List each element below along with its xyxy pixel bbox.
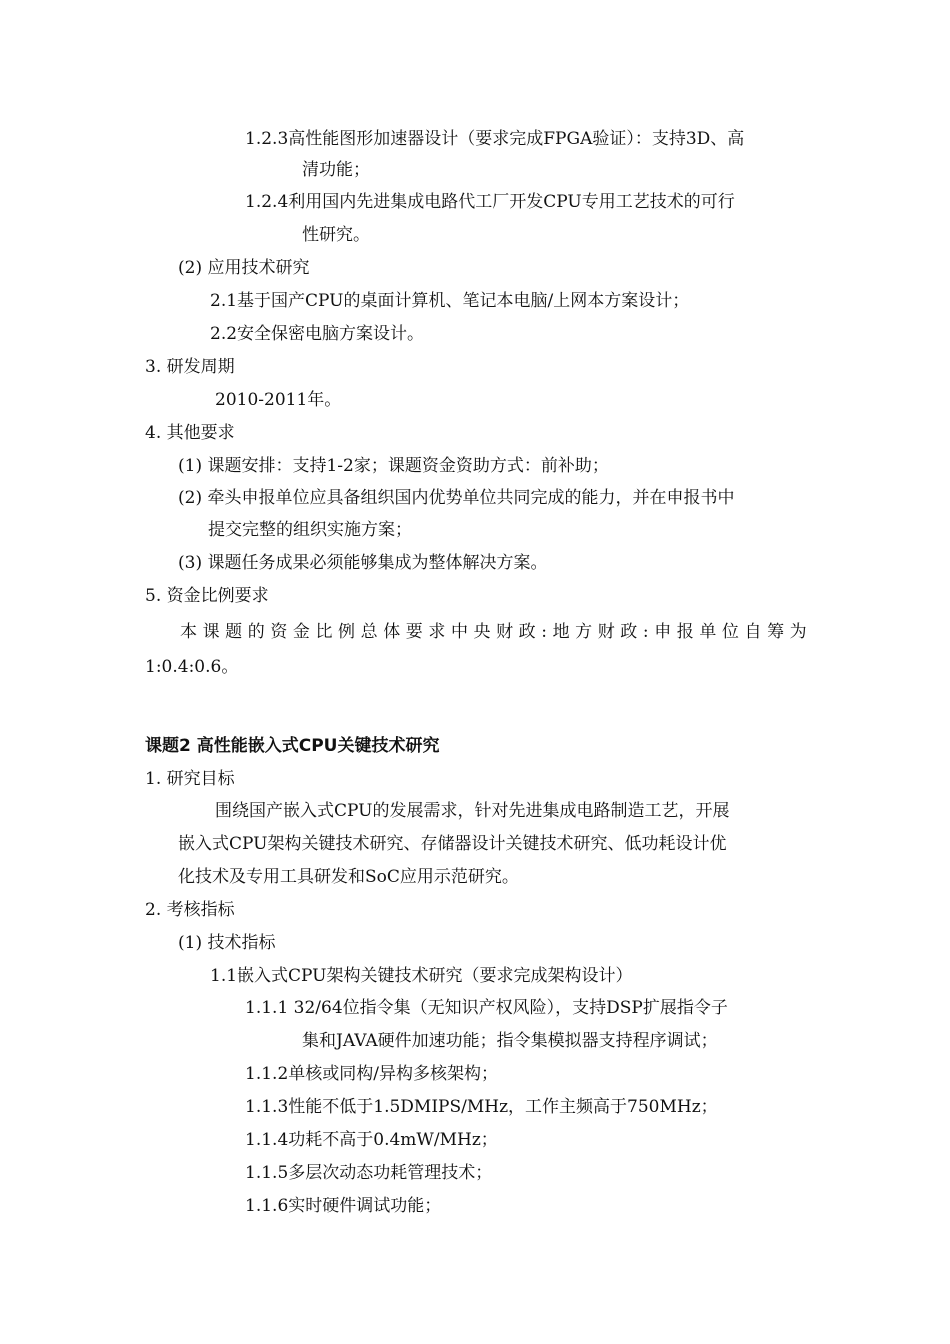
- funding-ratio-char: 课: [202, 622, 220, 642]
- topic-2-title: 课题2 高性能嵌入式CPU关键技术研究: [145, 736, 440, 756]
- section-2-assessment: 2. 考核指标: [145, 900, 235, 920]
- item-1-1-1: 1.1.1 32/64位指令集（无知识产权风险），支持DSP扩展指令子: [245, 998, 728, 1018]
- item-2-1: 2.1基于国产CPU的桌面计算机、笔记本电脑/上网本方案设计；: [210, 291, 690, 311]
- req-item-2-cont: 提交完整的组织实施方案；: [208, 520, 412, 540]
- funding-ratio-char: 例: [338, 622, 356, 642]
- item-1-1-6: 1.1.6实时硬件调试功能；: [245, 1196, 442, 1216]
- funding-ratio-char: 申: [654, 622, 672, 642]
- funding-ratio-char: 题: [225, 622, 243, 642]
- funding-ratio-char: :: [541, 622, 547, 642]
- funding-ratio-char: 比: [315, 622, 333, 642]
- funding-ratio-char: :: [642, 622, 649, 642]
- item-1-1-5: 1.1.5多层次动态功耗管理技术；: [245, 1163, 493, 1183]
- item-1-1-4: 1.1.4功耗不高于0.4mW/MHz；: [245, 1130, 498, 1150]
- funding-ratio-char: 要: [405, 622, 423, 642]
- funding-ratio-value: 1:0.4:0.6。: [145, 657, 239, 677]
- funding-ratio-char: 报: [676, 622, 694, 642]
- funding-ratio-char: 本: [180, 622, 197, 642]
- item-1-2-4: 1.2.4利用国内先进集成电路代工厂开发CPU专用工艺技术的可行: [245, 192, 735, 212]
- req-item-2: (2) 牵头申报单位应具备组织国内优势单位共同完成的能力，并在申报书中: [178, 488, 735, 508]
- funding-ratio-char: 金: [292, 622, 310, 642]
- item-1-2-4-cont: 性研究。: [302, 225, 370, 245]
- funding-ratio-text: [145, 621, 807, 643]
- funding-ratio-char: 财: [597, 622, 615, 642]
- funding-ratio-char: 自: [744, 622, 762, 642]
- section-4-other-requirements: 4. 其他要求: [145, 423, 235, 443]
- req-item-1: (1) 课题安排：支持1-2家；课题资金资助方式：前补助；: [178, 456, 609, 476]
- funding-ratio-char: 方: [575, 622, 593, 642]
- item-2-2: 2.2安全保密电脑方案设计。: [210, 324, 425, 344]
- funding-ratio-char: 政: [518, 622, 536, 642]
- research-goal-para-2: 嵌入式CPU架构关键技术研究、存储器设计关键技术研究、低功耗设计优: [178, 834, 727, 854]
- subsection-application-research: (2) 应用技术研究: [178, 258, 310, 278]
- funding-ratio-char: 为: [789, 622, 807, 642]
- item-1-1: 1.1嵌入式CPU架构关键技术研究（要求完成架构设计）: [210, 966, 633, 986]
- funding-ratio-char: 总: [360, 622, 378, 642]
- item-1-2-3: 1.2.3高性能图形加速器设计（要求完成FPGA验证）：支持3D、高: [245, 129, 745, 149]
- funding-ratio-char: 中: [450, 622, 468, 642]
- funding-ratio-char: 体: [383, 622, 401, 642]
- rd-period-value: 2010-2011年。: [215, 390, 342, 410]
- funding-ratio-char: 财: [496, 622, 514, 642]
- req-item-3: (3) 课题任务成果必须能够集成为整体解决方案。: [178, 553, 548, 573]
- funding-ratio-char: 单: [699, 622, 717, 642]
- funding-ratio-char: 筹: [767, 622, 785, 642]
- funding-ratio-char: 资: [270, 622, 288, 642]
- subsection-technical-indicators: (1) 技术指标: [178, 933, 276, 953]
- research-goal-para-3: 化技术及专用工具研发和SoC应用示范研究。: [178, 867, 519, 887]
- section-1-research-goal: 1. 研究目标: [145, 769, 235, 789]
- item-1-1-1-cont: 集和JAVA硬件加速功能；指令集模拟器支持程序调试；: [302, 1031, 718, 1051]
- funding-ratio-char: 央: [473, 622, 491, 642]
- section-3-rd-period: 3. 研发周期: [145, 357, 235, 377]
- funding-ratio-char: 的: [247, 622, 265, 642]
- funding-ratio-char: 求: [428, 622, 446, 642]
- research-goal-para-1: 围绕国产嵌入式CPU的发展需求，针对先进集成电路制造工艺，开展: [215, 801, 730, 821]
- funding-ratio-char: 地: [552, 622, 570, 642]
- item-1-2-3-cont: 清功能；: [302, 160, 370, 180]
- section-5-funding-ratio: 5. 资金比例要求: [145, 586, 269, 606]
- funding-ratio-char: 位: [721, 622, 739, 642]
- item-1-1-2: 1.1.2单核或同构/异构多核架构；: [245, 1064, 498, 1084]
- item-1-1-3: 1.1.3性能不低于1.5DMIPS/MHz，工作主频高于750MHz；: [245, 1097, 718, 1117]
- funding-ratio-char: 政: [620, 622, 638, 642]
